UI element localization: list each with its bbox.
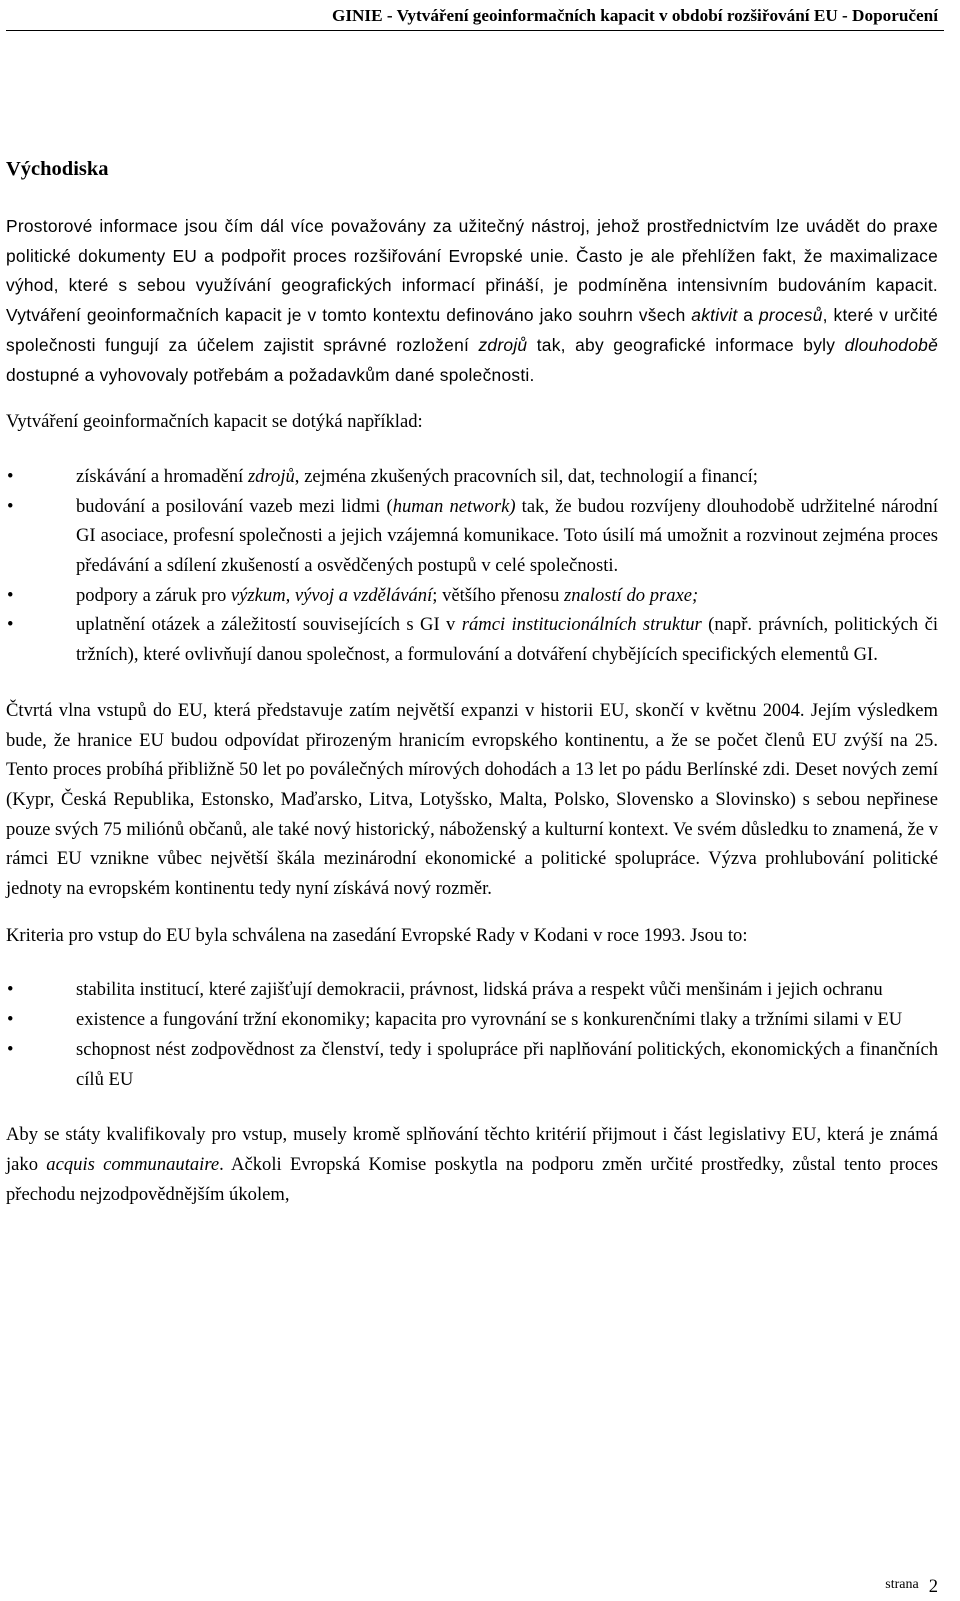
document-header-title: GINIE - Vytváření geoinformačních kapacit v období rozšiřování EU - Doporučení — [331, 6, 938, 25]
document-body — [6, 156, 938, 1209]
paragraph-acquis: Aby se státy kvalifikovaly pro vstup, musely kromě splňování těchto kritérií přijmout i část legislativy EU, která je známá jako acquis communautaire. Ačkoli Evropská Komise poskytla na podporu změn určité prostředky, zůstal tento proces přechodu nejzodpovědnějším úkolem, — [6, 1124, 938, 1205]
page-number: 2 — [928, 1576, 938, 1597]
bullet-icon: • — [7, 1009, 14, 1031]
list-item: • schopnost nést zodpovědnost za členství, tedy i spolupráce při naplňování politických, ekonomických a finančních cílů EU — [6, 1035, 938, 1094]
list-item: • existence a fungování tržní ekonomiky; kapacita pro vyrovnání se s konkurenčními tlaky a tržními silami v EU — [6, 1005, 938, 1035]
bullet-icon: • — [7, 979, 14, 1001]
paragraph-capacity-lead: Vytváření geoinformačních kapacit se dotýká například: — [6, 411, 423, 433]
bullet-icon: • — [7, 1038, 14, 1060]
header-divider — [6, 30, 944, 31]
bullet-icon: • — [7, 584, 14, 606]
list-item: • stabilita institucí, které zajišťují demokracii, právnost, lidská práva a respekt vůči menšinám i jejich ochranu — [6, 975, 938, 1005]
page-footer — [885, 1572, 938, 1597]
page-label: strana — [885, 1577, 919, 1592]
paragraph-intro: Prostorové informace jsou čím dál více považovány za užitečný nástroj, jehož prostřednictvím lze uvádět do praxe politické dokumenty EU a podpořit proces rozšiřování Evropské unie. Často je ale přehlížen fakt, že maximalizace výhod, které s sebou využívání geografických informací přináší, je podmíněna intensivním budováním kapacit. Vytváření geoinformačních kapacit je v tomto kontextu definováno jako souhrn všech aktivit a procesů, které v určité společnosti fungují za účelem zajistit správné rozložení zdrojů tak, aby geografické informace byly dlouhodobě dostupné a vyhovovaly potřebám a požadavkům dané společnosti. — [6, 216, 938, 385]
bullet-icon: • — [7, 465, 14, 487]
criteria-list — [6, 975, 938, 1094]
bullet-icon: • — [7, 614, 14, 636]
capacity-list — [6, 462, 938, 670]
list-item: • podpory a záruk pro výzkum, vývoj a vzdělávání; většího přenosu znalostí do praxe; — [6, 581, 938, 611]
list-item: • uplatnění otázek a záležitostí souvisejících s GI v rámci institucionálních struktur (např. právních, politických či tržních), které ovlivňují danou společnost, a formulování a dotváření chybějících specifických elementů GI. — [6, 610, 938, 669]
section-heading: Východiska — [6, 158, 109, 180]
bullet-icon: • — [7, 495, 14, 517]
paragraph-criteria-lead: Kriteria pro vstup do EU byla schválena na zasedání Evropské Rady v Kodani v roce 1993. Jsou to: — [6, 924, 748, 946]
list-item: • budování a posilování vazeb mezi lidmi (human network) tak, že budou rozvíjeny dlouhodobě udržitelné národní GI asociace, profesní společnosti a jejich vzájemná komunikace. Toto úsilí má umožnit a rozvinout zejména proces předávání a sdílení zkušeností a osvědčených postupů v celé společnosti. — [6, 492, 938, 581]
list-item: • získávání a hromadění zdrojů, zejména zkušených pracovních sil, dat, technologií a financí; — [6, 462, 938, 492]
paragraph-enlargement: Čtvrtá vlna vstupů do EU, která představuje zatím největší expanzi v historii EU, skončí v květnu 2004. Jejím výsledkem bude, že hranice EU budou odpovídat přirozeným hranicím evropského kontinentu, a že se počet členů EU zvýší na 25. Tento proces probíhá přibližně 50 let po poválečných mírových dohodách a 13 let po pádu Berlínské zdi. Deset nových zemí (Kypr, Česká Republika, Estonsko, Maďarsko, Litva, Lotyšsko, Malta, Polsko, Slovensko a Slovinsko) s sebou nepřinese pouze svých 75 miliónů občanů, ale také nový historický, náboženský a kulturní kontext. Ve svém důsledku to znamená, že v rámci EU vznikne vůbec největší škála mezinárodní ekonomické a politické spolupráce. Výzva prohlubování politické jednoty na evropském kontinentu tedy nyní získává nový rozměr. — [6, 699, 938, 900]
